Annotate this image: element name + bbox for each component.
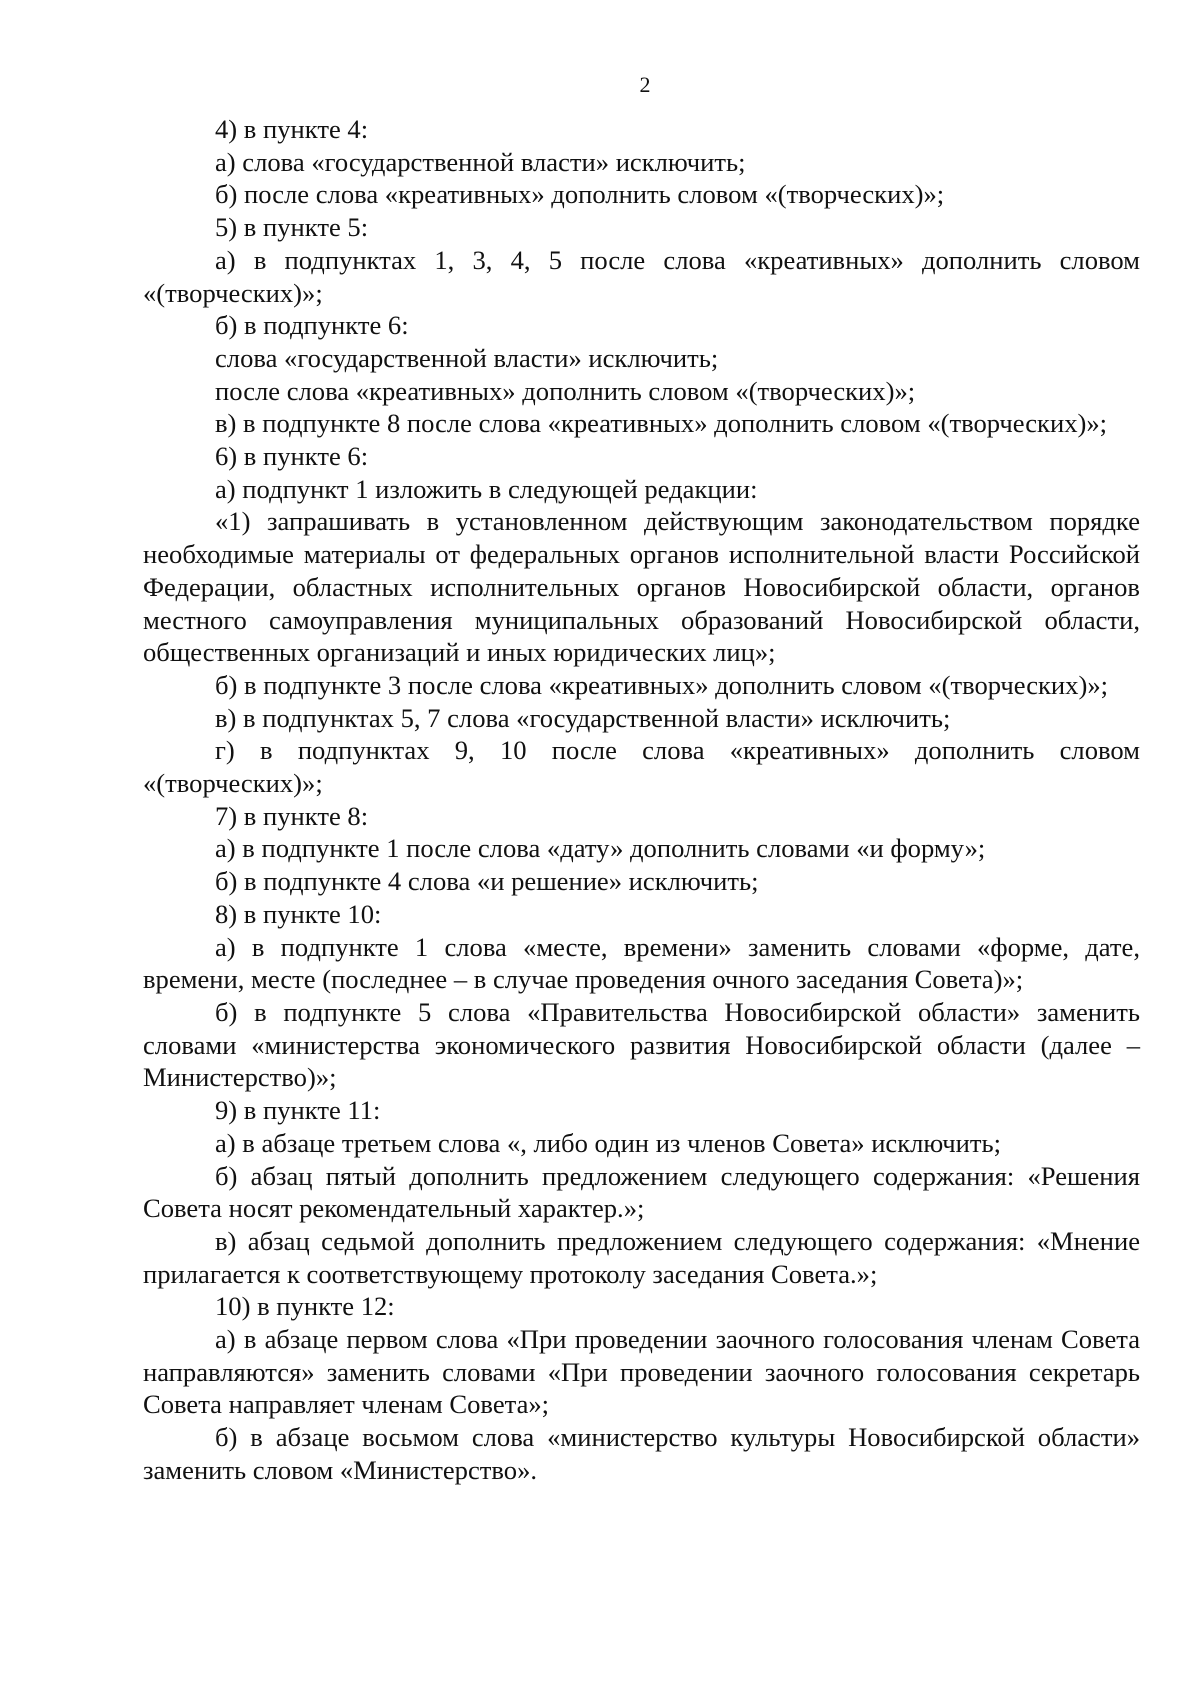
paragraph: а) в абзаце первом слова «При проведении заочного голосования членам Совета направляются» заменить словами «При проведении заочного голосования секретарь Совета направляет членам Совета»; (143, 1324, 1140, 1420)
paragraph: а) в подпункте 1 слова «месте, времени» заменить словами «форме, дате, времени, месте (последнее – в случае проведения очного заседания Совета)»; (143, 931, 1140, 995)
paragraph: 8) в пункте 10: (215, 898, 382, 929)
paragraph: 9) в пункте 11: (215, 1095, 381, 1126)
paragraph: 7) в пункте 8: (215, 800, 369, 831)
paragraph: б) в подпункте 3 после слова «креативных» дополнить словом «(творческих)»; (215, 669, 1109, 700)
paragraph: а) в подпункте 1 после слова «дату» дополнить словами «и форму»; (215, 833, 986, 864)
paragraph: а) подпункт 1 изложить в следующей редакции: (215, 473, 758, 504)
paragraph: б) в абзаце восьмом слова «министерство культуры Новосибирской области» заменить словом «Министерство». (143, 1422, 1140, 1485)
paragraph: б) после слова «креативных» дополнить словом «(творческих)»; (215, 179, 945, 210)
paragraph: в) в подпункте 8 после слова «креативных» дополнить словом «(творческих)»; (215, 408, 1108, 439)
paragraph: 6) в пункте 6: (215, 441, 369, 472)
paragraph: г) в подпунктах 9, 10 после слова «креативных» дополнить словом «(творческих)»; (143, 735, 1140, 799)
document-body (143, 113, 1140, 1487)
paragraph: 4) в пункте 4: (215, 114, 369, 144)
paragraph: в) в подпунктах 5, 7 слова «государственной власти» исключить; (215, 702, 951, 733)
paragraph: а) слова «государственной власти» исключить; (215, 146, 746, 177)
paragraph: 10) в пункте 12: (215, 1291, 395, 1322)
page-number: 2 (639, 72, 651, 97)
paragraph: б) в подпункте 6: (215, 310, 409, 341)
paragraph: б) в подпункте 4 слова «и решение» исключить; (215, 866, 759, 897)
paragraph: б) абзац пятый дополнить предложением следующего содержания: «Решения Совета носят рекомендательный характер.»; (143, 1160, 1140, 1224)
paragraph: а) в подпунктах 1, 3, 4, 5 после слова «креативных» дополнить словом «(творческих)»; (143, 244, 1140, 308)
paragraph: в) абзац седьмой дополнить предложением следующего содержания: «Мнение прилагается к соответствующему протоколу заседания Совета.»; (143, 1225, 1140, 1289)
paragraph: б) в подпункте 5 слова «Правительства Новосибирской области» заменить словами «министерства экономического развития Новосибирской области (далее – Министерство)»; (143, 996, 1140, 1093)
paragraph: а) в абзаце третьем слова «, либо один из членов Совета» исключить; (215, 1127, 1002, 1158)
paragraph: после слова «креативных» дополнить словом «(творческих)»; (215, 375, 916, 406)
paragraph: слова «государственной власти» исключить; (215, 342, 719, 373)
paragraph: «1) запрашивать в установленном действующим законодательством порядке необходимые материалы от федеральных органов исполнительной власти Российской Федерации, областных исполнительных органов Новосибирской области, органов местного самоуправления муниципальных образований Новосибирской области, общественных организаций и иных юридических лиц»; (143, 506, 1140, 668)
paragraph: 5) в пункте 5: (215, 212, 369, 243)
